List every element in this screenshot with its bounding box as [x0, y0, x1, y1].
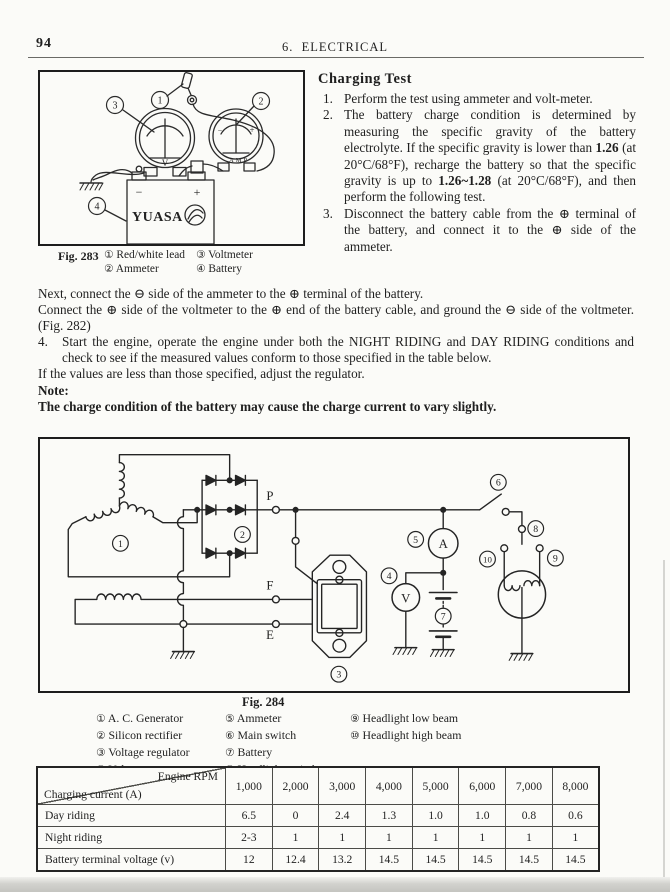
step-1-number: 1.: [323, 91, 333, 106]
legend-item: ③ Voltage regulator: [96, 744, 190, 759]
ammeter-letter: A: [438, 537, 448, 552]
charging-current-table: [36, 766, 600, 872]
callout-3-num: 3: [336, 669, 342, 681]
table-cell: 12.4: [272, 849, 319, 872]
ammeter-minus: −: [217, 126, 223, 135]
step-2-text-a: The battery charge condition is determined by measuring the specific gravity of the battery electrolyte. If the specific gravity is lower than: [344, 107, 636, 156]
rpm-col-header: 3,000: [319, 767, 366, 805]
ac-generator: [68, 455, 229, 577]
table-cell: 0.6: [552, 805, 599, 827]
rpm-col-header: 4,000: [366, 767, 413, 805]
note-label: Note:: [38, 382, 69, 398]
connector-plug: [191, 161, 203, 173]
body-paragraph-2: Connect the ⊕ side of the voltmeter to the ⊕ end of the battery cable, and ground the ⊖ side of the voltmeter. (Fig. 282): [38, 302, 634, 334]
headlight-bulb: [498, 552, 545, 661]
step-2-text-b: (at 20°C/68°F), recharge the battery so that the specific gravity is up to: [344, 140, 636, 189]
section-header: 6. ELECTRICAL: [281, 40, 388, 54]
ground-wire: [80, 172, 144, 190]
fig283-drawing: [40, 72, 303, 244]
table-cell: 0.8: [506, 805, 553, 827]
legend-item: ⑥ Main switch: [225, 727, 297, 742]
callout-8-num: 8: [533, 524, 539, 535]
table-cell: 14.5: [459, 849, 506, 872]
row-label: Battery terminal voltage (v): [37, 849, 226, 872]
fig283-figure: [38, 70, 305, 246]
callout-3-num: 3: [112, 100, 118, 112]
table-cell: 14.5: [552, 849, 599, 872]
body-paragraph-1: Next, connect the ⊖ side of the ammeter to the ⊕ terminal of the battery.: [38, 286, 424, 301]
table-row-night-riding: [37, 827, 599, 849]
terminal-f-label: F: [266, 578, 274, 593]
callout-1-num: 1: [117, 538, 123, 550]
voltmeter-letter: V: [401, 591, 411, 606]
fig284-figure: [38, 437, 630, 693]
table-cell: 2.4: [319, 805, 366, 827]
step-4-text: Start the engine, operate the engine under both the NIGHT RIDING and DAY RIDING conditions and check to see if the measured values conform to those specified in the table below.: [62, 334, 634, 366]
legend-item: ④ Battery: [196, 262, 242, 275]
rpm-col-header: 5,000: [412, 767, 459, 805]
table-cell: 6.5: [226, 805, 273, 827]
table-cell: 1: [319, 827, 366, 849]
legend-item: ② Silicon rectifier: [96, 727, 183, 742]
table-cell: 1: [366, 827, 413, 849]
ammeter-plus: +: [249, 125, 255, 135]
battery-plus-label: +: [193, 185, 201, 199]
ammeter-amp-label: AMP: [229, 157, 250, 164]
charging-table-wrap: [36, 766, 600, 872]
step-2-number: 2.: [323, 107, 333, 123]
rpm-col-header: 8,000: [552, 767, 599, 805]
fig284-label: Fig. 284: [242, 695, 285, 709]
rpm-col-header: 7,000: [506, 767, 553, 805]
table-cell: 1: [459, 827, 506, 849]
table-cell: 14.5: [506, 849, 553, 872]
red-white-lead: [181, 72, 274, 171]
step-2-bold-b: 1.26~1.28: [438, 173, 492, 189]
table-row-battery-voltage: [37, 849, 599, 872]
step-3-number: 3.: [323, 205, 333, 221]
field-coil: [75, 594, 272, 624]
step-4-number: 4.: [38, 334, 48, 350]
fig284-circuit-diagram: [40, 439, 624, 687]
header-charging-current: Charging current (A): [44, 788, 142, 801]
callout-2-num: 2: [258, 96, 264, 108]
leader-lead: [167, 84, 183, 96]
terminals-pfe: [272, 506, 312, 627]
main-switch: [480, 494, 522, 525]
charging-test-section: [318, 71, 636, 255]
battery-minus-label: −: [135, 185, 143, 199]
callout-4-num: 4: [386, 571, 392, 583]
wing-emblem-lines: [188, 210, 203, 222]
legend-item: ⑨ Headlight low beam: [350, 711, 459, 725]
step-2-text-c: (at 20°C/68°F), and then perform the following test.: [344, 173, 636, 205]
voltage-regulator: [312, 555, 366, 657]
fig283-legend-col1: [104, 249, 185, 277]
scan-bottom-edge: [0, 877, 670, 892]
table-cell: 1.0: [459, 805, 506, 827]
table-cell: 1: [272, 827, 319, 849]
table-cell: 2-3: [226, 827, 273, 849]
battery-brand: YUASA: [132, 210, 183, 225]
callout-7-num: 7: [440, 611, 446, 623]
scan-right-edge: [663, 560, 665, 892]
body-paragraph-3: If the values are less than those specified, adjust the regulator.: [38, 366, 365, 382]
step-3-text: Disconnect the battery cable from the ⊕ terminal of the battery, and connect it to the ⊕ side of the ammeter.: [344, 205, 636, 254]
table-row-day-riding: [37, 805, 599, 827]
legend-item: ① A. C. Generator: [96, 711, 184, 725]
table-cell: 0: [272, 805, 319, 827]
table-cell: 1: [552, 827, 599, 849]
main-wire: [279, 507, 479, 583]
header-engine-rpm: Engine RPM: [157, 770, 218, 783]
legend-item: ② Ammeter: [104, 262, 159, 275]
rpm-col-header: 1,000: [226, 767, 273, 805]
callout-1-num: 1: [157, 95, 163, 107]
callout-9-num: 9: [552, 553, 558, 565]
terminal-p-label: P: [266, 489, 274, 504]
voltmeter-v-label: V: [161, 158, 169, 168]
step-1-text: Perform the test using ammeter and volt-meter.: [344, 91, 593, 106]
table-cell: 1: [506, 827, 553, 849]
note-text: The charge condition of the battery may cause the charge current to vary slightly.: [38, 398, 497, 414]
fig283-legend-col2: [196, 249, 253, 277]
step-4: [38, 334, 634, 366]
row-label: Day riding: [37, 805, 226, 827]
step-2-bold-a: 1.26: [595, 140, 619, 156]
step-1: [318, 91, 636, 107]
fig284-legend-col3: [350, 711, 461, 745]
legend-item: ⑦ Battery: [225, 744, 273, 759]
callout-4-num: 4: [94, 201, 100, 213]
header-rule: [28, 57, 644, 58]
leader-battery: [105, 210, 126, 221]
wing-emblem: [185, 205, 205, 225]
callout-6-num: 6: [495, 477, 501, 489]
table-cell: 12: [226, 849, 273, 872]
table-cell: 14.5: [412, 849, 459, 872]
terminal-e-label: E: [266, 627, 274, 642]
table-header-row: [37, 767, 599, 805]
rpm-col-header: 2,000: [272, 767, 319, 805]
legend-item: ⑩ Headlight high beam: [350, 727, 462, 742]
step-3: [318, 206, 636, 255]
gauge-wire-right: [203, 164, 223, 171]
ground-bus: [171, 510, 198, 659]
table-cell: 1.0: [412, 805, 459, 827]
table-diagonal-header: [37, 767, 226, 805]
step-2: [318, 107, 636, 205]
fig283-label: Fig. 283: [58, 249, 99, 263]
legend-item: ③ Voltmeter: [196, 249, 253, 261]
table-cell: 1: [412, 827, 459, 849]
table-cell: 14.5: [366, 849, 413, 872]
callout-5-num: 5: [413, 534, 419, 546]
table-cell: 13.2: [319, 849, 366, 872]
legend-item: ① Red/white lead: [104, 249, 185, 261]
callout-10-num: 10: [483, 554, 492, 565]
silicon-rectifier: [195, 475, 273, 558]
callout-2-num: 2: [239, 529, 245, 541]
rpm-col-header: 6,000: [459, 767, 506, 805]
legend-item: ⑤ Ammeter: [225, 711, 282, 725]
body-text: [38, 286, 634, 415]
row-label: Night riding: [37, 827, 226, 849]
charging-test-title: Charging Test: [318, 71, 412, 87]
battery-drawing: [93, 166, 214, 244]
page-number: 94: [36, 36, 52, 51]
table-cell: 1.3: [366, 805, 413, 827]
